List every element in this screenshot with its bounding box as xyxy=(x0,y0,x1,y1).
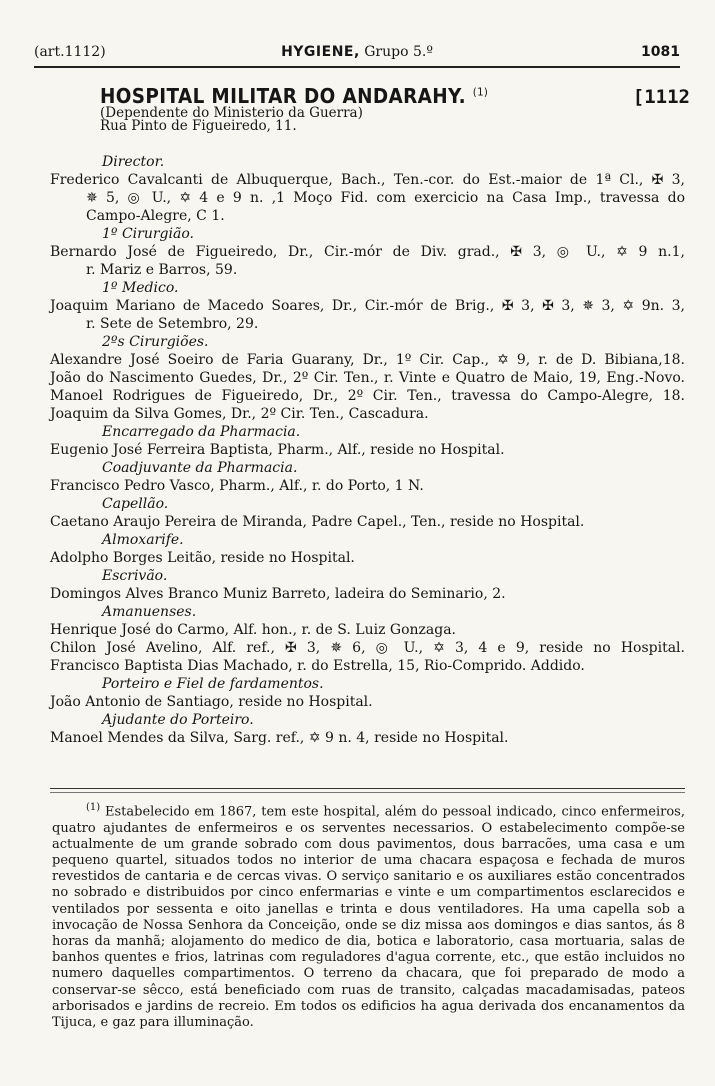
almox-line: Adolpho Borges Leitão, reside no Hospital. xyxy=(50,550,355,566)
role-coadjuvante: Coadjuvante da Pharmacia. xyxy=(102,460,298,476)
medico-line2: r. Sete de Setembro, 29. xyxy=(86,316,259,332)
page-title xyxy=(100,84,643,108)
page-number: 1081 xyxy=(641,44,680,60)
porteiro-line: João Antonio de Santiago, reside no Hospital. xyxy=(50,694,373,710)
medico-line1: Joaquim Mariano de Macedo Soares, Dr., Cir.-mór de Brig., ✠ 3, ✠ 3, ✵ 3, ✡ 9n. 3, xyxy=(50,298,685,314)
role-cirurgiao1: 1º Cirurgião. xyxy=(102,226,194,242)
role-amanuenses: Amanuenses. xyxy=(102,604,197,620)
role-medico: 1º Medico. xyxy=(102,280,179,296)
role-almoxarife: Almoxarife. xyxy=(102,532,184,548)
section-divider xyxy=(50,788,685,789)
escrivao-line: Domingos Alves Branco Muniz Barreto, ladeira do Seminario, 2. xyxy=(50,586,506,602)
title-footnote-marker: (1) xyxy=(472,85,489,99)
footnote-text: Estabelecido em 1867, tem este hospital, além do pessoal indicado, cinco enfermeiros, quatro ajudantes de enfermeiros e os serventes necessarios. O estabelecimento compõe-se actualmente de um grande sobrado com dous pavimentos, dous barracões, uma casa e um pequeno quartel, situados todos no interior de uma chacara espaçosa e fechada de muros revestidos de cantaria e de cercas vivas. O serviço sanitario e os auxiliares estão concentrados no sobrado e distribuidos por cinco enfermarias e vinte e um compartimentos esclarecidos e ventilados por sessenta e oito janellas e trinta e dous ventiladores. Ha uma capella sob a invocação de Nossa Senhora da Conceição, onde se diz missa aos domingos e dias santos, ás 8 horas da manhã; alojamento do medico de dia, botica e laboratorio, casa mortuaria, salas de banhos quentes e frios, latrinas com reguladores d'agua corrente, etc., que estão incluidos no numero daquelles compartimentos. O terreno da chacara, que foi preparado de modo a conservar-se sêcco, está beneficiado com ruas de transito, calçadas macadamisadas, pateos arborisados e jardins de recreio. Em todos os edificios ha agua derivada dos encanamentos da Tijuca, e gaz para illuminação. xyxy=(52,804,685,1030)
director-line2: ✵ 5, ◎ U., ✡ 4 e 9 n. ,1 Moço Fid. com exercicio na Casa Imp., travessa do xyxy=(86,190,685,206)
director-line1: Frederico Cavalcanti de Albuquerque, Bach., Ten.-cor. do Est.-maior de 1ª Cl., ✠ 3, xyxy=(50,172,685,188)
role-porteiro: Porteiro e Fiel de fardamentos. xyxy=(102,676,324,692)
cir2-line-d: Joaquim da Silva Gomes, Dr., 2º Cir. Ten., Cascadura. xyxy=(50,406,429,422)
cir2-line-c: Manoel Rodrigues de Figueiredo, Dr., 2º Cir. Ten., travessa do Campo-Alegre, 18. xyxy=(50,388,685,404)
footnote xyxy=(52,800,685,1031)
role-pharmacia: Encarregado da Pharmacia. xyxy=(102,424,301,440)
staff-list xyxy=(50,153,685,747)
header-section-group: Grupo 5.º xyxy=(359,44,433,60)
cirurgiao1-line1: Bernardo José de Figueiredo, Dr., Cir.-mór de Div. grad., ✠ 3, ◎ U., ✡ 9 n.1, xyxy=(50,244,685,260)
header-rule xyxy=(34,66,680,68)
role-ajudante: Ajudante do Porteiro. xyxy=(102,712,254,728)
cirurgiao1-line2: r. Mariz e Barros, 59. xyxy=(86,262,238,278)
footnote-marker: (1) xyxy=(86,802,101,813)
capellao-line: Caetano Araujo Pereira de Miranda, Padre Capel., Ten., reside no Hospital. xyxy=(50,514,585,530)
address-line: Rua Pinto de Figueiredo, 11. xyxy=(100,118,297,134)
cir2-line-b: João do Nascimento Guedes, Dr., 2º Cir. Ten., r. Vinte e Quatro de Maio, 19, Eng.-Novo. xyxy=(50,370,685,386)
director-line3: Campo-Alegre, C 1. xyxy=(86,208,225,224)
cir2-line-a: Alexandre José Soeiro de Faria Guarany, Dr., 1º Cir. Cap., ✡ 9, r. de D. Bibiana,18. xyxy=(50,352,685,368)
pharm-line: Eugenio José Ferreira Baptista, Pharm., Alf., reside no Hospital. xyxy=(50,442,505,458)
role-escrivao: Escrivão. xyxy=(102,568,168,584)
aman-line-a: Henrique José do Carmo, Alf. hon., r. de S. Luiz Gonzaga. xyxy=(50,622,457,638)
article-ref: [1112 xyxy=(632,86,690,108)
header-article: (art.1112) xyxy=(34,44,106,60)
aman-line-b: Chilon José Avelino, Alf. ref., ✠ 3, ✵ 6, ◎ U., ✡ 3, 4 e 9, reside no Hospital. xyxy=(50,640,685,656)
role-cirurgioes2: 2ºs Cirurgiões. xyxy=(102,334,209,350)
footnote-divider xyxy=(50,792,685,793)
footnote-paragraph xyxy=(52,800,685,1031)
header-section xyxy=(34,44,680,60)
title-text: HOSPITAL MILITAR DO ANDARAHY. xyxy=(100,84,467,108)
running-header xyxy=(34,44,680,64)
dependency-line: (Dependente do Ministerio da Guerra) xyxy=(100,105,363,121)
header-section-title: HYGIENE, xyxy=(281,44,360,60)
ajudante-line: Manoel Mendes da Silva, Sarg. ref., ✡ 9 n. 4, reside no Hospital. xyxy=(50,730,509,746)
aman-line-c: Francisco Baptista Dias Machado, r. do Estrella, 15, Rio-Comprido. Addido. xyxy=(50,658,585,674)
title-block xyxy=(100,84,690,134)
coadj-line: Francisco Pedro Vasco, Pharm., Alf., r. do Porto, 1 N. xyxy=(50,478,424,494)
role-capellao: Capellão. xyxy=(102,496,169,512)
role-director: Director. xyxy=(102,154,165,170)
